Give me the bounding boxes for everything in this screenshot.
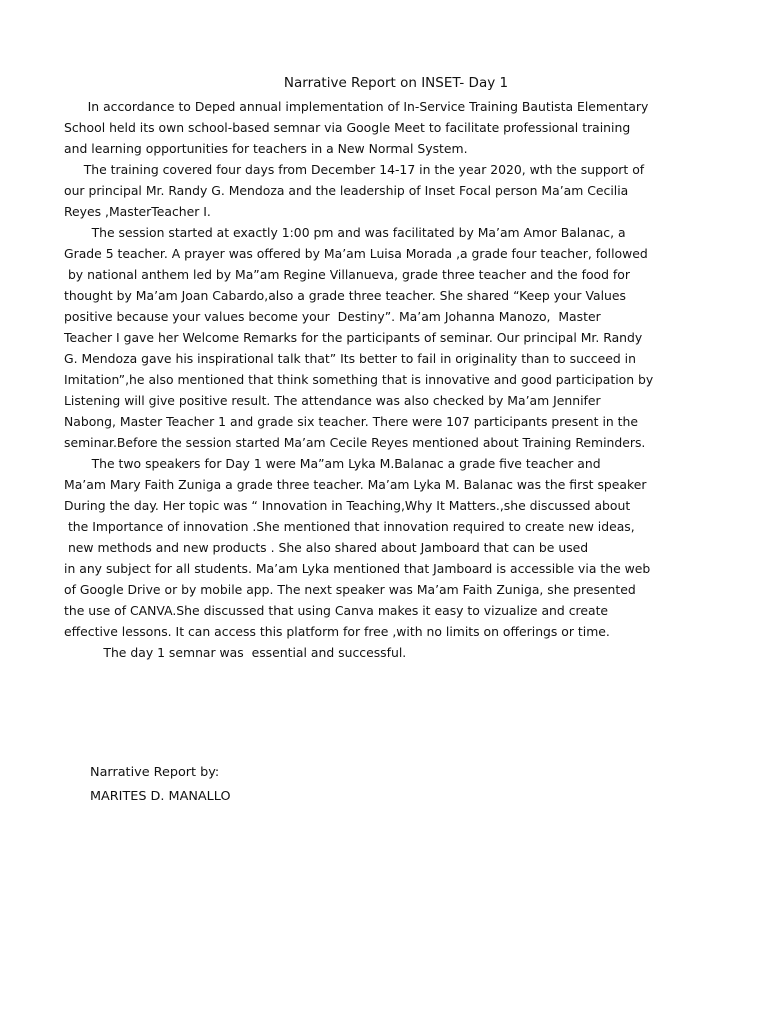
body-line: Grade 5 teacher. A prayer was offered by Ma’am Luisa Morada ,a grade four teacher, followed <box>64 246 648 261</box>
body-line: During the day. Her topic was “ Innovation in Teaching,Why It Matters.,she discussed about <box>64 498 631 513</box>
body-line: positive because your values become your Destiny”. Ma’am Johanna Manozo, Master <box>64 309 601 324</box>
body-line: by national anthem led by Ma”am Regine Villanueva, grade three teacher and the food for <box>64 267 630 282</box>
report-body <box>64 96 664 663</box>
body-line: In accordance to Deped annual implementation of In-Service Training Bautista Elementary <box>64 99 649 114</box>
signature-label: Narrative Report by: <box>90 765 220 780</box>
body-line: Teacher I gave her Welcome Remarks for the participants of seminar. Our principal Mr. Randy <box>64 330 643 345</box>
body-line: thought by Ma’am Joan Cabardo,also a grade three teacher. She shared “Keep your Values <box>64 288 626 303</box>
body-line: effective lessons. It can access this platform for free ,with no limits on offerings or time. <box>64 624 610 639</box>
body-line: and learning opportunities for teachers in a New Normal System. <box>64 141 468 156</box>
body-line: The session started at exactly 1:00 pm and was facilitated by Ma’am Amor Balanac, a <box>64 225 626 240</box>
body-line: the Importance of innovation .She mentioned that innovation required to create new ideas, <box>64 519 635 534</box>
body-line: The two speakers for Day 1 were Ma”am Lyka M.Balanac a grade five teacher and <box>64 456 601 471</box>
body-line: seminar.Before the session started Ma’am Cecile Reyes mentioned about Training Reminders. <box>64 435 646 450</box>
signature-name: MARITES D. MANALLO <box>90 789 231 804</box>
body-line: of Google Drive or by mobile app. The next speaker was Ma’am Faith Zuniga, she presented <box>64 582 636 597</box>
body-line: Listening will give positive result. The attendance was also checked by Ma’am Jennifer <box>64 393 601 408</box>
body-line: new methods and new products . She also shared about Jamboard that can be used <box>64 540 589 555</box>
document-title: Narrative Report on INSET- Day 1 <box>283 75 509 91</box>
body-line: Nabong, Master Teacher 1 and grade six teacher. There were 107 participants present in the <box>64 414 639 429</box>
body-line: G. Mendoza gave his inspirational talk that” Its better to fail in originality than to succeed in <box>64 351 636 366</box>
body-line: Reyes ,MasterTeacher I. <box>64 204 211 219</box>
body-line: the use of CANVA.She discussed that using Canva makes it easy to vizualize and create <box>64 603 609 618</box>
body-line: The day 1 semnar was essential and successful. <box>64 645 407 660</box>
body-line: The training covered four days from December 14-17 in the year 2020, wth the support of <box>64 162 645 177</box>
body-line: School held its own school-based semnar via Google Meet to facilitate professional training <box>64 120 631 135</box>
body-line: Imitation”,he also mentioned that think something that is innovative and good participation by <box>64 372 654 387</box>
body-line: Ma’am Mary Faith Zuniga a grade three teacher. Ma’am Lyka M. Balanac was the first speaker <box>64 477 647 492</box>
body-line: our principal Mr. Randy G. Mendoza and the leadership of Inset Focal person Ma’am Cecilia <box>64 183 629 198</box>
signature-block <box>90 761 490 809</box>
body-line: in any subject for all students. Ma’am Lyka mentioned that Jamboard is accessible via the web <box>64 561 651 576</box>
